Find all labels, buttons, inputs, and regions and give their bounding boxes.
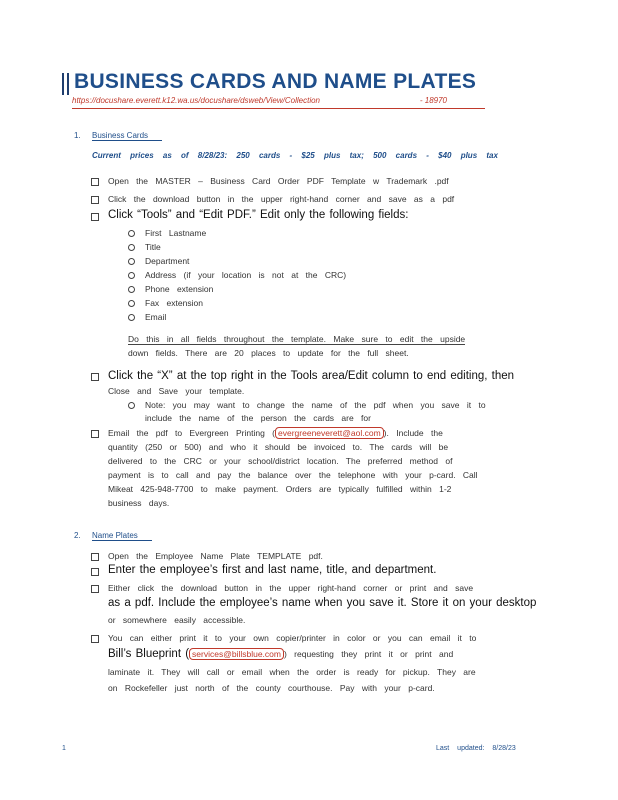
field-item: Email xyxy=(145,312,167,322)
section2-step4-line4: on Rockefeller just north of the county courthouse. Pay with your p-card. xyxy=(108,683,435,693)
field-item: Department xyxy=(145,256,190,266)
title-bar-left xyxy=(62,73,64,95)
section1-step5-line1 xyxy=(108,428,443,438)
circle-bullet xyxy=(128,314,135,321)
section2-number: 2. xyxy=(74,531,81,540)
section1-prices: Current prices as of 8/28/23: 250 cards - $25 plus tax; 500 cards - $40 plus tax xyxy=(92,151,498,160)
section2-step3-line2: as a pdf. Include the employee’s name when you save it. Store it on your desktop xyxy=(108,597,537,609)
circle-bullet xyxy=(128,300,135,307)
step5-post: ). Include the xyxy=(383,428,443,438)
section1-number: 1. xyxy=(74,131,81,140)
circle-bullet xyxy=(128,402,135,409)
last-updated-label: Last updated: xyxy=(436,745,485,752)
section2-step4-line3: laminate it. They will call or email when the order is ready for pickup. They are xyxy=(108,667,476,677)
section1-step2: Click the download button in the upper right-hand corner and save as a pdf xyxy=(108,194,455,204)
section2-heading: Name Plates xyxy=(92,531,152,541)
field-item: Title xyxy=(145,242,161,252)
source-url-suffix: - 18970 xyxy=(419,96,447,105)
field-item: Address (if your location is not at the CRC) xyxy=(145,270,347,280)
save-note-line1: Note: you may want to change the name of the pdf when you save it to xyxy=(145,400,486,410)
last-updated-date: 8/28/23 xyxy=(492,745,516,752)
edit-note-text: Do this in all fields throughout the template. Make sure to edit the upside xyxy=(128,334,466,344)
section2-step3-line1: Either click the download button in the upper right-hand corner or print and save xyxy=(108,583,474,593)
section2-step1: Open the Employee Name Plate TEMPLATE pdf. xyxy=(108,551,323,561)
section1-step1: Open the MASTER – Business Card Order PDF Template w Trademark .pdf xyxy=(108,176,449,186)
checkbox-bullet xyxy=(91,430,99,438)
section1-step5-line5: Mikeat 425-948-7700 to make payment. Orders are typically fulfilled within 1-2 xyxy=(108,484,452,494)
field-item: First Lastname xyxy=(145,228,207,238)
source-url-link[interactable]: https://docushare.everett.k12.wa.us/docushare/dsweb/View/Collection xyxy=(72,96,320,105)
checkbox-bullet xyxy=(91,196,99,204)
checkbox-bullet xyxy=(91,178,99,186)
checkbox-bullet xyxy=(91,585,99,593)
edit-note-line1 xyxy=(128,334,465,344)
section2-step3-line3: or somewhere easily accessible. xyxy=(108,615,246,625)
evergreen-email-link[interactable]: evergreeneverett@aol.com xyxy=(275,427,384,439)
last-updated xyxy=(436,745,516,752)
field-item: Phone extension xyxy=(145,284,214,294)
checkbox-bullet xyxy=(91,568,99,576)
step4-post: ) requesting they print it or print and xyxy=(283,649,454,659)
circle-bullet xyxy=(128,230,135,237)
section1-step5-line6: business days. xyxy=(108,498,170,508)
title-bar-right xyxy=(67,73,69,95)
edit-note-line2: down fields. There are 20 places to update for the full sheet. xyxy=(128,348,409,358)
save-note-line2: include the name of the person the cards are for xyxy=(145,413,371,423)
page-title: BUSINESS CARDS AND NAME PLATES xyxy=(74,70,477,93)
field-item: Fax extension xyxy=(145,298,203,308)
page-number: 1 xyxy=(62,745,66,752)
checkbox-bullet xyxy=(91,373,99,381)
step5-pre: Email the pdf to Evergreen Printing ( xyxy=(108,428,276,438)
checkbox-bullet xyxy=(91,553,99,561)
blueprint-email-link[interactable]: services@billsblue.com xyxy=(189,648,284,660)
circle-bullet xyxy=(128,244,135,251)
section1-heading: Business Cards xyxy=(92,131,162,141)
section1-step5-line2: quantity (250 or 500) and who it should be invoiced to. The cards will be xyxy=(108,442,449,452)
circle-bullet xyxy=(128,258,135,265)
checkbox-bullet xyxy=(91,213,99,221)
source-url-line xyxy=(72,96,485,109)
circle-bullet xyxy=(128,272,135,279)
checkbox-bullet xyxy=(91,635,99,643)
section1-step5-line4: payment is to call and pay the balance over the telephone with your p-card. Call xyxy=(108,470,478,480)
section1-step5-line3: delivered to the CRC or your school/district location. The preferred method of xyxy=(108,456,453,466)
circle-bullet xyxy=(128,286,135,293)
section1-step4-cont: Close and Save your template. xyxy=(108,386,245,396)
step4-pre: Bill’s Blueprint ( xyxy=(108,648,190,660)
section1-step4: Click the “X” at the top right in the Tools area/Edit column to end editing, then xyxy=(108,370,515,382)
section2-step4-line2 xyxy=(108,648,453,660)
section2-step4-line1: You can either print it to your own copier/printer in color or you can email it to xyxy=(108,633,477,643)
section1-step3: Click “Tools” and “Edit PDF.” Edit only the following fields: xyxy=(108,209,409,221)
section2-step2: Enter the employee’s first and last name, title, and department. xyxy=(108,564,437,576)
